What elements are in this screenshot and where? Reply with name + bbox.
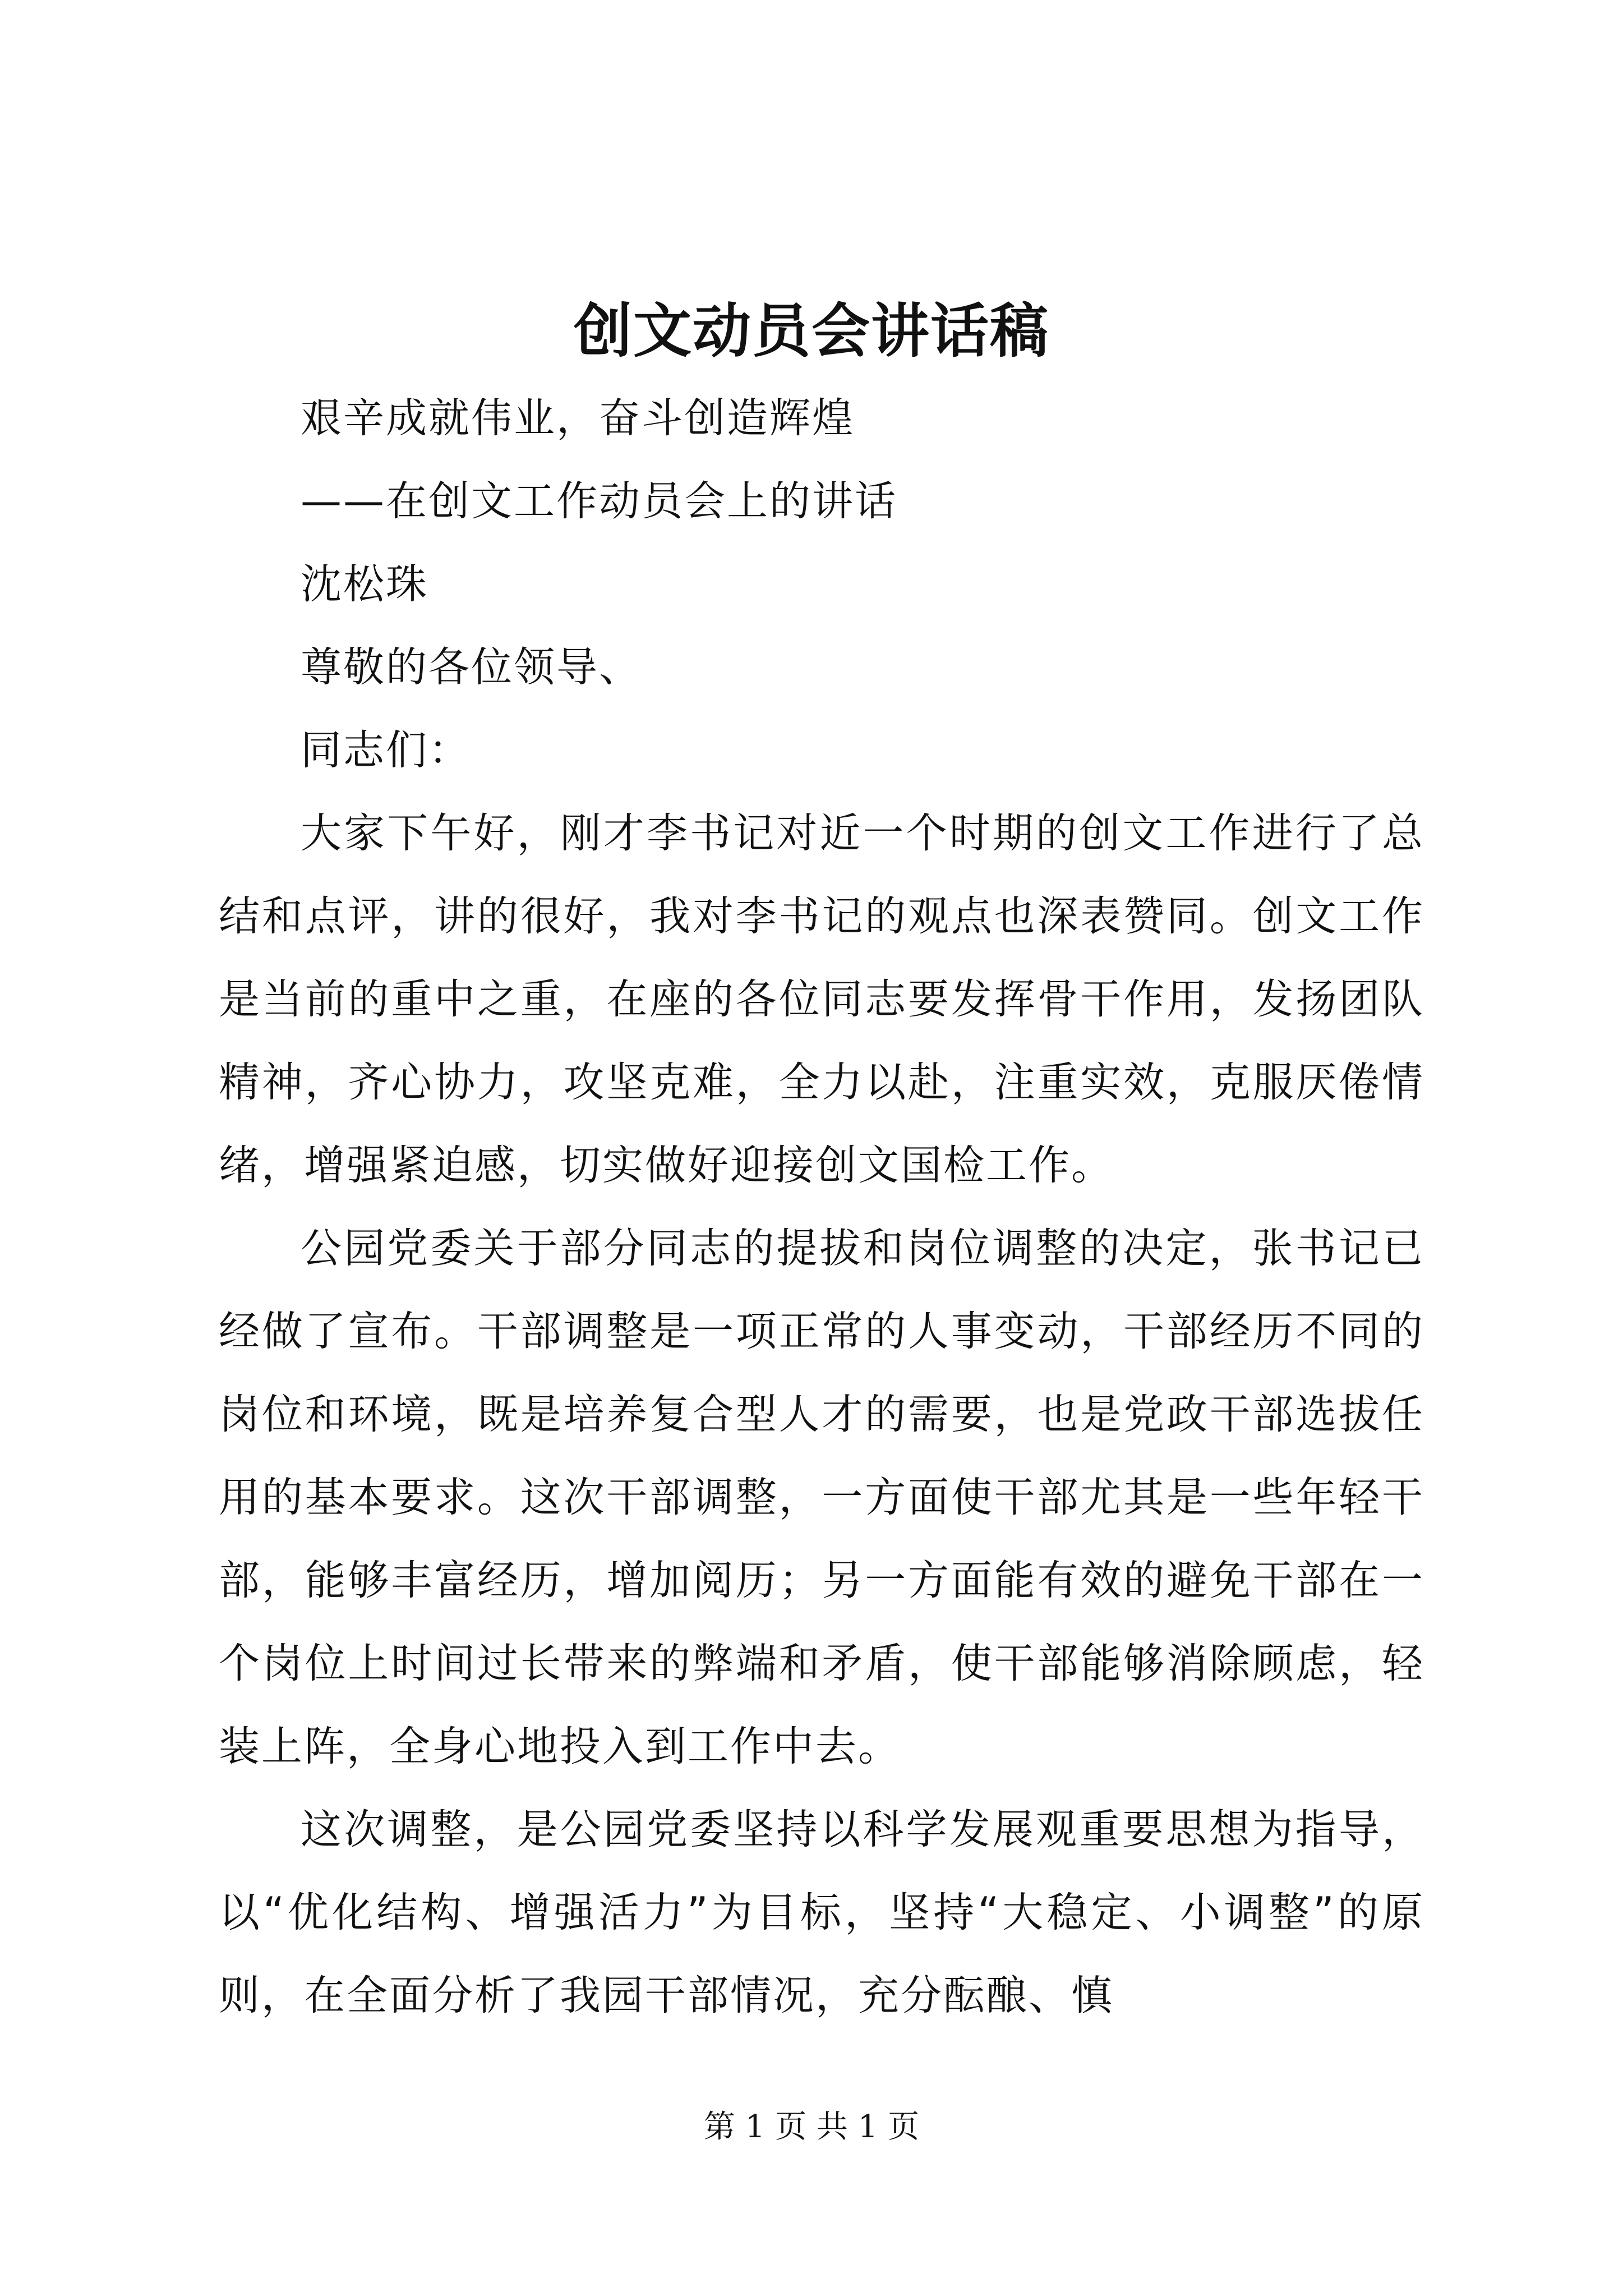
subtitle-line: 艰辛成就伟业，奋斗创造辉煌 [301,394,855,442]
salutation-line-2: 同志们： [301,726,471,774]
body-paragraph: 大家下午好，刚才李书记对近一个时期的创文工作进行了总结和点评，讲的很好，我对李书记的观点也深表赞同。创文工作是当前的重中之重，在座的各位同志要发挥骨干作用，发扬团队精神，齐心协力，攻坚克难，全力以赴，注重实效，克服厌倦情绪，增强紧迫感，切实做好迎接创文国检工作。 [219,809,1424,1189]
salutation-line-1: 尊敬的各位领导、 [301,643,642,691]
body-paragraph: 这次调整，是公园党委坚持以科学发展观重要思想为指导，以“优化结构、增强活力”为目标，坚持“大稳定、小调整”的原则，在全面分析了我园干部情况，充分酝酿、慎 [219,1806,1424,2019]
subtitle-sub-line: ——在创文工作动员会上的讲话 [301,477,897,525]
body-paragraph: 公园党委关于部分同志的提拔和岗位调整的决定，张书记已经做了宣布。干部调整是一项正常的人事变动，干部经历不同的岗位和环境，既是培养复合型人才的需要，也是党政干部选拔任用的基本要求。这次干部调整，一方面使干部尤其是一些年轻干部，能够丰富经历，增加阅历；另一方面能有效的避免干部在一个岗位上时间过长带来的弊端和矛盾，使干部能够消除顾虑，轻装上阵，全身心地投入到工作中去。 [219,1225,1424,1770]
author-name: 沈松珠 [301,560,428,608]
document-title: 创文动员会讲话稿 [573,296,1049,365]
document-body [219,377,1424,2037]
page-footer: 第 1 页 共 1 页 [703,2109,920,2145]
